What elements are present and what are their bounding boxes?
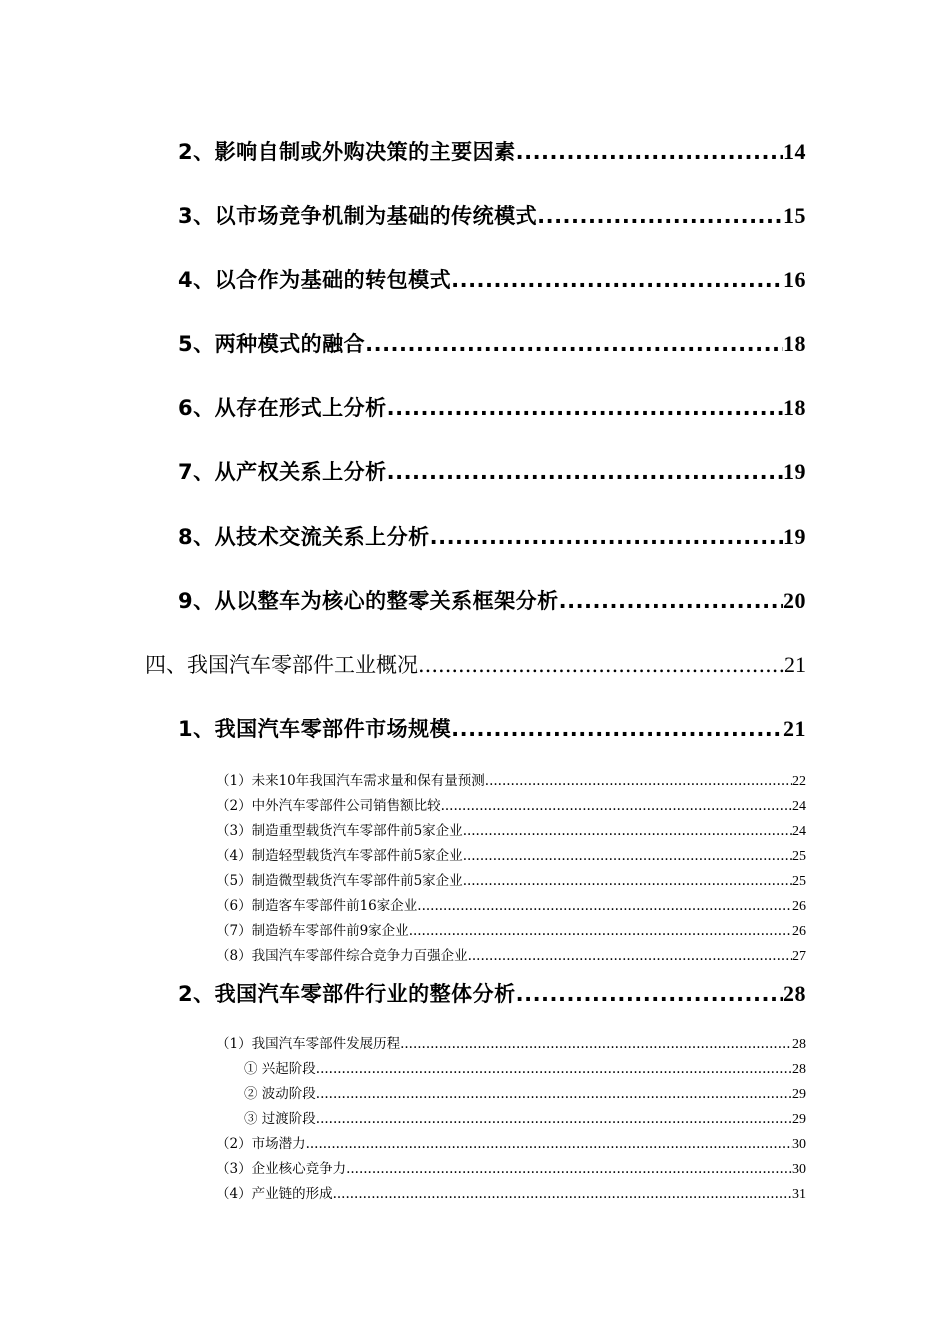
toc-leader-dots bbox=[463, 873, 792, 889]
toc-entry-page: 31 bbox=[792, 1187, 806, 1202]
toc-entry-page: 25 bbox=[792, 874, 806, 889]
toc-subentry[interactable] bbox=[216, 769, 806, 791]
toc-entry-page: 16 bbox=[783, 267, 806, 292]
toc-subsubentry[interactable] bbox=[244, 1057, 806, 1079]
toc-entry-page: 28 bbox=[783, 981, 806, 1006]
toc-subentry[interactable] bbox=[216, 1132, 806, 1154]
toc-entry-page: 18 bbox=[783, 331, 806, 356]
toc-leader-dots bbox=[418, 653, 784, 677]
toc-entry[interactable] bbox=[178, 978, 806, 1010]
toc-leader-dots bbox=[365, 332, 783, 356]
toc-subentry[interactable] bbox=[216, 1032, 806, 1054]
toc-entry-title: 四、我国汽车零部件工业概况 bbox=[145, 653, 418, 677]
toc-entry-page: 29 bbox=[792, 1112, 806, 1127]
toc-entry-title: （2）市场潜力 bbox=[216, 1136, 306, 1152]
toc-entry-page: 29 bbox=[792, 1087, 806, 1102]
toc-entry-page: 19 bbox=[783, 459, 806, 484]
toc-leader-dots bbox=[387, 460, 783, 484]
toc-leader-dots bbox=[316, 1061, 792, 1077]
toc-subentry[interactable] bbox=[216, 1182, 806, 1204]
toc-entry-page: 22 bbox=[792, 774, 806, 789]
toc-entry-page: 21 bbox=[784, 652, 806, 677]
toc-leader-dots bbox=[451, 268, 783, 292]
toc-entry-title: 8、从技术交流关系上分析 bbox=[178, 525, 430, 549]
toc-leader-dots bbox=[346, 1161, 792, 1177]
toc-entry-page: 14 bbox=[783, 139, 806, 164]
toc-leader-dots bbox=[400, 1036, 792, 1052]
toc-leader-dots bbox=[463, 823, 792, 839]
toc-leader-dots bbox=[333, 1186, 792, 1202]
toc-entry-page: 24 bbox=[792, 799, 806, 814]
toc-entry-title: ① 兴起阶段 bbox=[244, 1061, 316, 1077]
toc-leader-dots bbox=[316, 1111, 792, 1127]
toc-entry-title: （3）制造重型载货汽车零部件前5家企业 bbox=[216, 823, 463, 839]
toc-entry-title: ③ 过渡阶段 bbox=[244, 1111, 316, 1127]
toc-entry-page: 21 bbox=[783, 716, 806, 741]
toc-entry-title: 7、从产权关系上分析 bbox=[178, 460, 387, 484]
toc-entry-page: 27 bbox=[792, 949, 806, 964]
toc-entry-page: 20 bbox=[783, 588, 806, 613]
toc-leader-dots bbox=[316, 1086, 792, 1102]
toc-entry-title: （4）产业链的形成 bbox=[216, 1186, 333, 1202]
toc-entry-page: 30 bbox=[792, 1162, 806, 1177]
toc-entry-page: 26 bbox=[792, 899, 806, 914]
toc-leader-dots bbox=[430, 525, 783, 549]
toc-leader-dots bbox=[516, 140, 783, 164]
toc-chapter-entry[interactable] bbox=[145, 649, 806, 681]
toc-leader-dots bbox=[516, 982, 783, 1006]
toc-entry-title: （5）制造微型载货汽车零部件前5家企业 bbox=[216, 873, 463, 889]
toc-entry-title: 9、从以整车为核心的整零关系框架分析 bbox=[178, 589, 559, 613]
toc-leader-dots bbox=[409, 923, 792, 939]
toc-entry[interactable] bbox=[178, 392, 806, 424]
toc-entry-title: 4、以合作为基础的转包模式 bbox=[178, 268, 452, 292]
toc-entry-title: （6）制造客车零部件前16家企业 bbox=[216, 898, 418, 914]
toc-leader-dots bbox=[463, 848, 792, 864]
toc-entry-page: 30 bbox=[792, 1137, 806, 1152]
toc-subentry[interactable] bbox=[216, 1157, 806, 1179]
toc-entry-page: 26 bbox=[792, 924, 806, 939]
toc-leader-dots bbox=[306, 1136, 792, 1152]
toc-entry-title: （8）我国汽车零部件综合竞争力百强企业 bbox=[216, 948, 468, 964]
toc-subentry[interactable] bbox=[216, 844, 806, 866]
toc-entry-page: 24 bbox=[792, 824, 806, 839]
toc-entry-title: 2、我国汽车零部件行业的整体分析 bbox=[178, 982, 516, 1006]
toc-subsubentry[interactable] bbox=[244, 1082, 806, 1104]
toc-entry[interactable] bbox=[178, 136, 806, 168]
toc-entry-title: 6、从存在形式上分析 bbox=[178, 396, 387, 420]
toc-entry-title: （1）我国汽车零部件发展历程 bbox=[216, 1036, 401, 1052]
toc-entry[interactable] bbox=[178, 585, 806, 617]
toc-subentry[interactable] bbox=[216, 944, 806, 966]
toc-entry-page: 28 bbox=[792, 1062, 806, 1077]
toc-leader-dots bbox=[417, 898, 792, 914]
toc-entry-title: 1、我国汽车零部件市场规模 bbox=[178, 717, 452, 741]
toc-leader-dots bbox=[387, 396, 783, 420]
toc-leader-dots bbox=[559, 589, 783, 613]
toc-entry[interactable] bbox=[178, 264, 806, 296]
toc-entry-page: 15 bbox=[783, 203, 806, 228]
toc-subentry[interactable] bbox=[216, 919, 806, 941]
toc-subentry[interactable] bbox=[216, 894, 806, 916]
toc-entry[interactable] bbox=[178, 521, 806, 553]
toc-leader-dots bbox=[451, 717, 783, 741]
toc-entry-title: 5、两种模式的融合 bbox=[178, 332, 366, 356]
toc-entry-page: 25 bbox=[792, 849, 806, 864]
toc-leader-dots bbox=[485, 773, 792, 789]
toc-entry-title: 3、以市场竞争机制为基础的传统模式 bbox=[178, 204, 538, 228]
toc-entry[interactable] bbox=[178, 713, 806, 745]
toc-entry-title: （3）企业核心竞争力 bbox=[216, 1161, 347, 1177]
toc-entry-title: ② 波动阶段 bbox=[244, 1086, 316, 1102]
toc-entry[interactable] bbox=[178, 328, 806, 360]
toc-subentry[interactable] bbox=[216, 819, 806, 841]
toc-entry-title: （7）制造轿车零部件前9家企业 bbox=[216, 923, 409, 939]
toc-entry-page: 19 bbox=[783, 524, 806, 549]
toc-entry-title: 2、影响自制或外购决策的主要因素 bbox=[178, 140, 516, 164]
toc-subentry[interactable] bbox=[216, 794, 806, 816]
toc-entry-title: （4）制造轻型载货汽车零部件前5家企业 bbox=[216, 848, 463, 864]
toc-entry[interactable] bbox=[178, 200, 806, 232]
toc-entry-title: （2）中外汽车零部件公司销售额比较 bbox=[216, 798, 441, 814]
toc-entry[interactable] bbox=[178, 456, 806, 488]
toc-entry-page: 18 bbox=[783, 395, 806, 420]
toc-leader-dots bbox=[468, 948, 792, 964]
toc-subentry[interactable] bbox=[216, 869, 806, 891]
toc-leader-dots bbox=[537, 204, 783, 228]
toc-entry-title: （1）未来10年我国汽车需求量和保有量预测 bbox=[216, 773, 485, 789]
toc-subsubentry[interactable] bbox=[244, 1107, 806, 1129]
toc-leader-dots bbox=[441, 798, 792, 814]
toc-entry-page: 28 bbox=[792, 1037, 806, 1052]
